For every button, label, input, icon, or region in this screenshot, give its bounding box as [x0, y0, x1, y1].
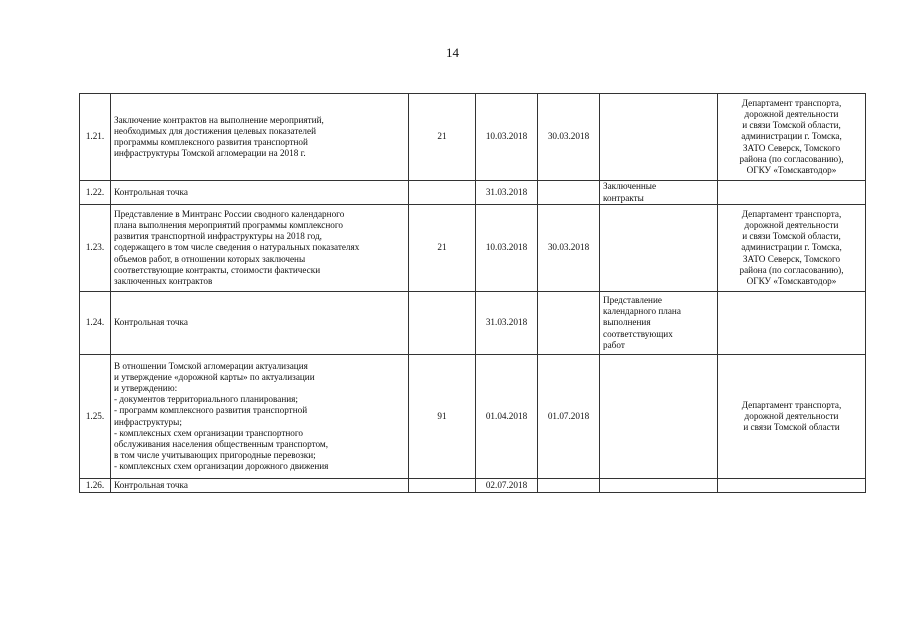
event-description: Контрольная точка	[111, 479, 409, 493]
table-row	[80, 94, 866, 181]
duration-days: 21	[409, 205, 476, 292]
row-number: 1.21.	[80, 94, 111, 181]
plan-table	[79, 93, 866, 493]
row-number: 1.23.	[80, 205, 111, 292]
result	[600, 205, 718, 292]
table-row	[80, 181, 866, 205]
table-row	[80, 355, 866, 479]
event-description: Заключение контрактов на выполнение мероприятий, необходимых для достижения целевых показателей программы комплексного развития транспортной инфраструктуры Томской агломерации на 2018 г.	[111, 94, 409, 181]
duration-days: 91	[409, 355, 476, 479]
responsible	[718, 181, 866, 205]
row-number: 1.24.	[80, 292, 111, 355]
start-date: 10.03.2018	[476, 94, 538, 181]
event-description: В отношении Томской агломерации актуализация и утверждение «дорожной карты» по актуализации и утверждению: - документов территориального планирования; - программ комплексного развития транспортной инфраструктуры; - комплексных схем организации транспортного обслуживания населения общественным транспортом, в том числе учитывающих пригородные перевозки; - комплексных схем организации дорожного движения	[111, 355, 409, 479]
row-number: 1.22.	[80, 181, 111, 205]
row-number: 1.25.	[80, 355, 111, 479]
start-date: 02.07.2018	[476, 479, 538, 493]
responsible: Департамент транспорта, дорожной деятельности и связи Томской области, администрации г. Томска, ЗАТО Северск, Томского района (по согласованию), ОГКУ «Томскавтодор»	[718, 94, 866, 181]
end-date: 01.07.2018	[538, 355, 600, 479]
responsible	[718, 292, 866, 355]
duration-days	[409, 479, 476, 493]
duration-days	[409, 292, 476, 355]
responsible: Департамент транспорта, дорожной деятельности и связи Томской области	[718, 355, 866, 479]
end-date	[538, 292, 600, 355]
result	[600, 479, 718, 493]
page-number: 14	[446, 45, 459, 60]
end-date	[538, 181, 600, 205]
end-date	[538, 479, 600, 493]
result	[600, 355, 718, 479]
result: Представление календарного плана выполнения соответствующих работ	[600, 292, 718, 355]
result: Заключенные контракты	[600, 181, 718, 205]
event-description: Контрольная точка	[111, 181, 409, 205]
table-row	[80, 479, 866, 493]
duration-days: 21	[409, 94, 476, 181]
event-description: Представление в Минтранс России сводного календарного плана выполнения мероприятий программы комплексного развития транспортной инфраструктуры на 2018 год, содержащего в том числе сведения о натуральных показателях объемов работ, в отношении которых заключены соответствующие контракты, стоимости фактически заключенных контрактов	[111, 205, 409, 292]
responsible	[718, 479, 866, 493]
end-date: 30.03.2018	[538, 94, 600, 181]
duration-days	[409, 181, 476, 205]
start-date: 31.03.2018	[476, 292, 538, 355]
table-row	[80, 292, 866, 355]
result	[600, 94, 718, 181]
start-date: 31.03.2018	[476, 181, 538, 205]
event-description: Контрольная точка	[111, 292, 409, 355]
start-date: 10.03.2018	[476, 205, 538, 292]
row-number: 1.26.	[80, 479, 111, 493]
table-row	[80, 205, 866, 292]
responsible: Департамент транспорта, дорожной деятельности и связи Томской области, администрации г. Томска, ЗАТО Северск, Томского района (по согласованию), ОГКУ «Томскавтодор»	[718, 205, 866, 292]
end-date: 30.03.2018	[538, 205, 600, 292]
start-date: 01.04.2018	[476, 355, 538, 479]
